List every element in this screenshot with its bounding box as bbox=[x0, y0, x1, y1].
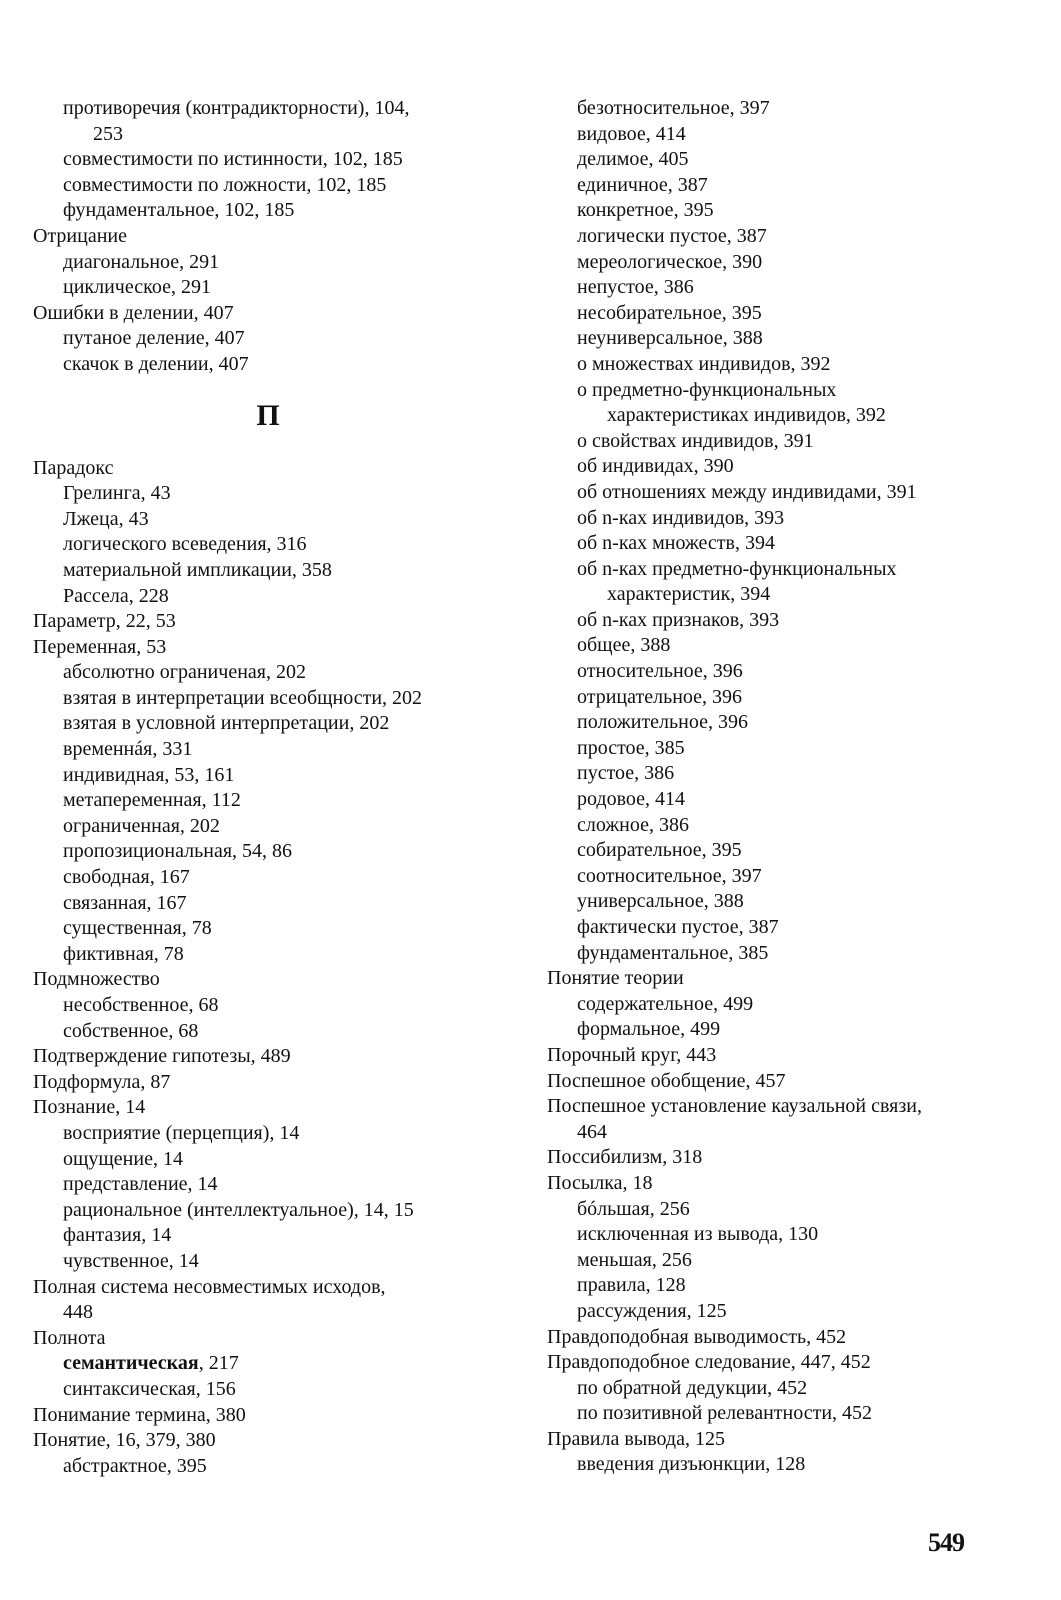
index-term: Поспешное установление каузальной связи, bbox=[547, 1095, 922, 1118]
index-subterm: видовое, 414 bbox=[577, 122, 686, 145]
index-subterm: об n-ках предметно-функциональных bbox=[577, 557, 897, 580]
index-subterm: о предметно-функциональных bbox=[577, 378, 837, 401]
index-subterm: восприятие (перцепция), 14 bbox=[63, 1121, 300, 1144]
index-subterm: существенная, 78 bbox=[63, 917, 212, 940]
index-subterm: собирательное, 395 bbox=[577, 839, 742, 862]
index-subterm: об отношениях между индивидами, 391 bbox=[577, 480, 917, 503]
index-pages: , 217 bbox=[198, 1352, 239, 1375]
index-subterm: формальное, 499 bbox=[577, 1018, 721, 1041]
index-term: Подформула, 87 bbox=[33, 1070, 171, 1093]
index-subterm: единичное, 387 bbox=[577, 173, 708, 196]
index-subterm: безотносительное, 397 bbox=[577, 97, 770, 119]
index-term: Понимание термина, 380 bbox=[33, 1403, 246, 1426]
index-term: Парадокс bbox=[33, 456, 114, 479]
index-subterm: фундаментальное, 102, 185 bbox=[63, 199, 295, 222]
index-subterm: непустое, 386 bbox=[577, 276, 694, 299]
index-term: Правдоподобная выводимость, 452 bbox=[547, 1325, 847, 1348]
index-subterm: логически пустое, 387 bbox=[577, 224, 767, 247]
index-subterm: ощущение, 14 bbox=[63, 1147, 183, 1170]
index-subterm: пропозициональная, 54, 86 bbox=[63, 840, 293, 863]
index-subterm: об n-ках признаков, 393 bbox=[577, 608, 780, 631]
index-subterm: связанная, 167 bbox=[63, 891, 187, 914]
index-subterm: положительное, 396 bbox=[577, 711, 748, 734]
index-subterm: мереологическое, 390 bbox=[577, 250, 763, 273]
index-subterm: о свойствах индивидов, 391 bbox=[577, 429, 814, 452]
index-term: Правдоподобное следование, 447, 452 bbox=[547, 1351, 871, 1374]
right-index-column bbox=[547, 96, 1027, 1478]
index-subterm: общее, 388 bbox=[577, 634, 671, 657]
index-subterm: циклическое, 291 bbox=[63, 276, 211, 299]
index-subterm: фиктивная, 78 bbox=[63, 942, 184, 965]
index-subterm: относительное, 396 bbox=[577, 660, 743, 683]
index-subterm: характеристиках индивидов, 392 bbox=[607, 404, 886, 427]
index-subterm: простое, 385 bbox=[577, 736, 685, 759]
index-subterm: Рассела, 228 bbox=[63, 584, 169, 607]
index-subterm: меньшая, 256 bbox=[577, 1248, 692, 1271]
index-term: Понятие теории bbox=[547, 967, 684, 990]
index-term: Правила вывода, 125 bbox=[547, 1427, 725, 1450]
index-term: Поспешное обобщение, 457 bbox=[547, 1069, 786, 1092]
index-subterm bbox=[33, 1351, 503, 1377]
index-term: Параметр, 22, 53 bbox=[33, 610, 176, 633]
index-subterm: о множествах индивидов, 392 bbox=[577, 352, 831, 375]
index-subterm: синтаксическая, 156 bbox=[63, 1377, 236, 1400]
index-subterm: исключенная из вывода, 130 bbox=[577, 1223, 819, 1246]
index-subterm: 448 bbox=[63, 1301, 93, 1324]
index-subterm: универсальное, 388 bbox=[577, 890, 744, 913]
index-subterm: ограниченная, 202 bbox=[63, 814, 220, 837]
index-subterm: бóльшая, 256 bbox=[577, 1197, 690, 1220]
index-subterm: 253 bbox=[93, 122, 123, 145]
index-subterm: диагональное, 291 bbox=[63, 250, 220, 273]
index-term: Порочный круг, 443 bbox=[547, 1043, 717, 1066]
index-subterm: фактически пустое, 387 bbox=[577, 916, 779, 938]
index-subterm: несобственное, 68 bbox=[63, 994, 219, 1016]
index-term: Подтверждение гипотезы, 489 bbox=[33, 1045, 291, 1068]
index-subterm: чувственное, 14 bbox=[63, 1249, 199, 1272]
index-subterm: представление, 14 bbox=[63, 1173, 218, 1196]
index-subterm: несобирательное, 395 bbox=[577, 301, 762, 324]
index-subterm: метапеременная, 112 bbox=[63, 789, 241, 812]
index-subterm: абстрактное, 395 bbox=[63, 1454, 207, 1477]
index-subterm: противоречия (контрадикторности), 104, bbox=[63, 97, 410, 119]
index-subterm: неуниверсальное, 388 bbox=[577, 327, 763, 350]
index-subterm: индивидная, 53, 161 bbox=[63, 763, 235, 786]
index-subterm: пустое, 386 bbox=[577, 762, 675, 785]
index-subterm: свободная, 167 bbox=[63, 866, 190, 889]
index-subterm: совместимости по истинности, 102, 185 bbox=[63, 148, 403, 171]
index-term: Познание, 14 bbox=[33, 1096, 146, 1119]
index-subterm: логического всеведения, 316 bbox=[63, 533, 307, 556]
index-subterm: фундаментальное, 385 bbox=[577, 941, 769, 964]
index-subterm: взятая в условной интерпретации, 202 bbox=[63, 712, 390, 735]
index-subterm: конкретное, 395 bbox=[577, 199, 714, 222]
index-subterm: материальной импликации, 358 bbox=[63, 558, 332, 581]
index-subterm: фантазия, 14 bbox=[63, 1224, 172, 1247]
index-subterm: по обратной дедукции, 452 bbox=[577, 1376, 808, 1399]
index-term: Поссибилизм, 318 bbox=[547, 1146, 703, 1169]
index-subterm: введения дизъюнкции, 128 bbox=[577, 1453, 806, 1476]
index-subterm: рациональное (интеллектуальное), 14, 15 bbox=[63, 1198, 414, 1221]
index-subterm: сложное, 386 bbox=[577, 813, 690, 836]
index-subterm: собственное, 68 bbox=[63, 1019, 199, 1042]
page-number: 549 bbox=[928, 1528, 964, 1557]
index-subterm: 464 bbox=[577, 1120, 607, 1143]
index-term: Полная система несовместимых исходов, bbox=[33, 1275, 386, 1298]
index-subterm: делимое, 405 bbox=[577, 148, 689, 171]
index-term: Переменная, 53 bbox=[33, 635, 167, 658]
index-subterm: совместимости по ложности, 102, 185 bbox=[63, 173, 387, 196]
index-subterm: абсолютно ограниченая, 202 bbox=[63, 661, 306, 684]
index-subterm: по позитивной релевантности, 452 bbox=[577, 1402, 873, 1425]
index-term: Полнота bbox=[33, 1326, 106, 1349]
index-subterm: путаное деление, 407 bbox=[63, 327, 245, 350]
section-letter-heading: П bbox=[256, 398, 280, 432]
index-term: Ошибки в делении, 407 bbox=[33, 301, 234, 324]
index-subterm: характеристик, 394 bbox=[607, 583, 771, 606]
index-subterm: содержательное, 499 bbox=[577, 992, 754, 1015]
index-term: Понятие, 16, 379, 380 bbox=[33, 1429, 216, 1452]
index-subterm: скачок в делении, 407 bbox=[63, 352, 249, 375]
index-term-bold: семантическая bbox=[63, 1352, 199, 1375]
index-subterm: взятая в интерпретации всеобщности, 202 bbox=[63, 686, 423, 709]
index-subterm: Грелинга, 43 bbox=[63, 482, 171, 505]
index-subterm: отрицательное, 396 bbox=[577, 685, 743, 708]
index-subterm: об индивидах, 390 bbox=[577, 455, 734, 478]
index-term: Посылка, 18 bbox=[547, 1171, 653, 1194]
index-term: Подмножество bbox=[33, 968, 160, 991]
index-subterm: родовое, 414 bbox=[577, 788, 686, 811]
index-subterm: об n-ках индивидов, 393 bbox=[577, 506, 785, 529]
index-term: Отрицание bbox=[33, 224, 127, 247]
left-index-column bbox=[33, 96, 503, 1479]
index-subterm: рассуждения, 125 bbox=[577, 1299, 727, 1322]
index-subterm: соотносительное, 397 bbox=[577, 864, 762, 887]
index-subterm: правила, 128 bbox=[577, 1274, 686, 1297]
index-subterm: об n-ках множеств, 394 bbox=[577, 532, 775, 555]
index-subterm: временнáя, 331 bbox=[63, 738, 193, 761]
index-subterm: Лжеца, 43 bbox=[63, 507, 149, 530]
